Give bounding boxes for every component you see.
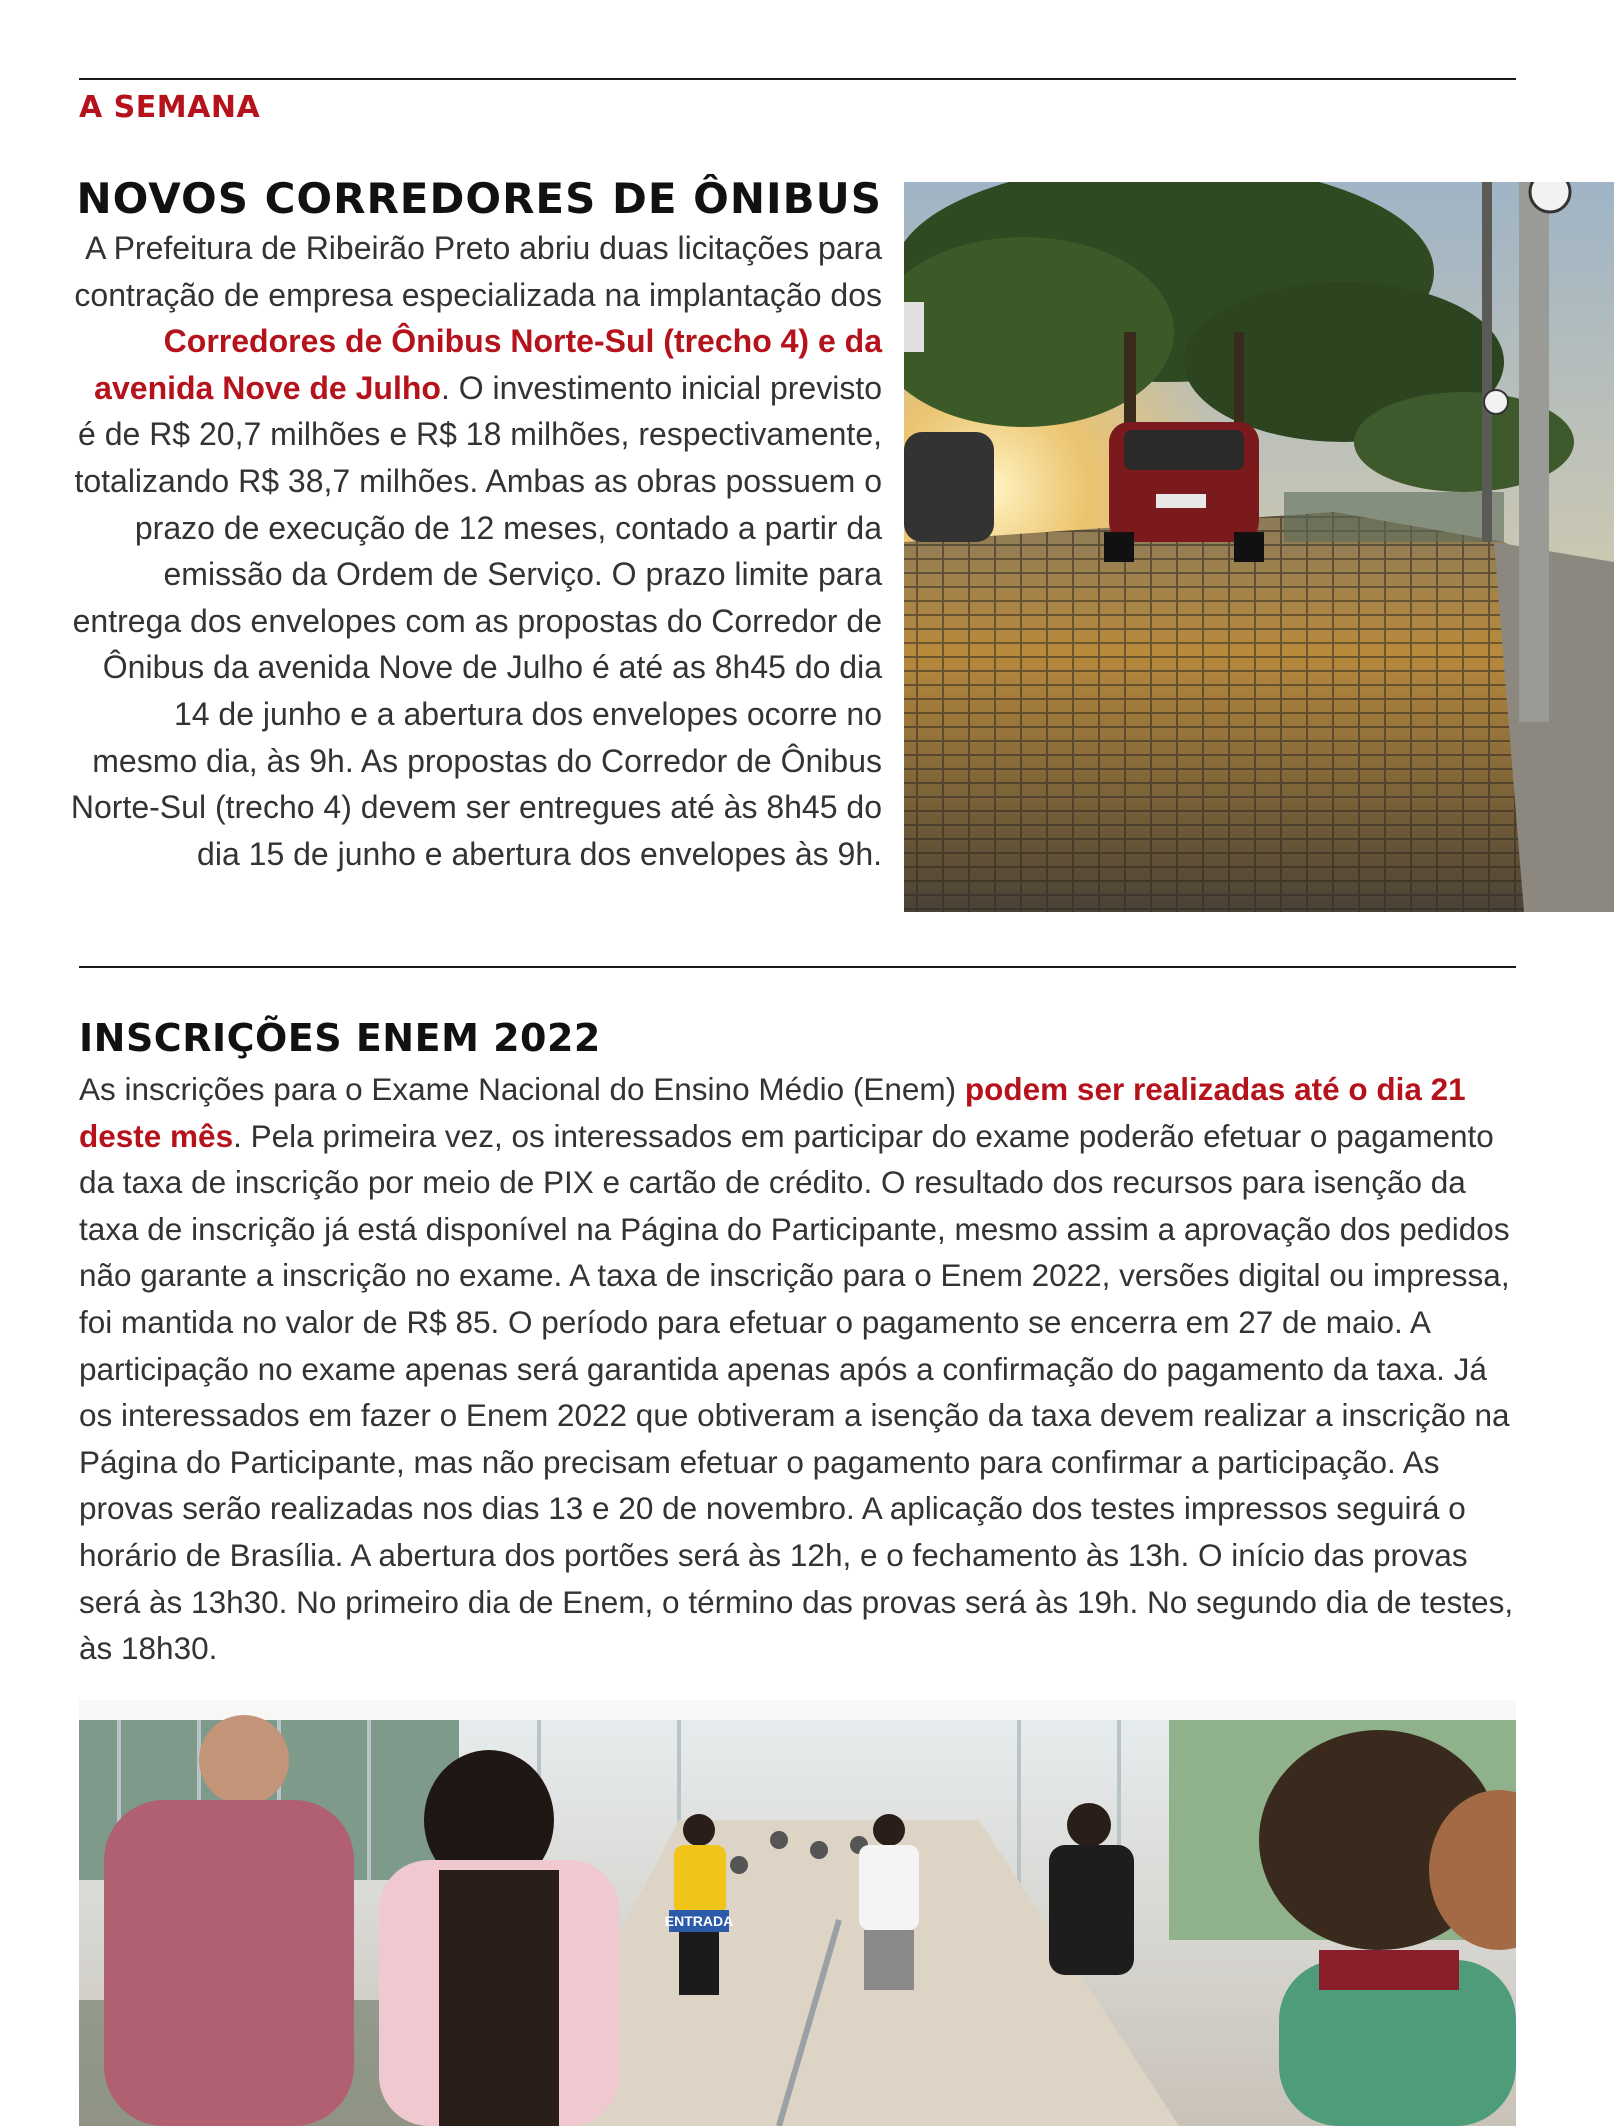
article2-highlight: podem ser realizadas até o dia 21 deste mês xyxy=(79,1071,1466,1154)
article2-text-after: . Pela primeira vez, os interessados em participar do exame poderão efetuar o pagamento da taxa de inscrição por meio de PIX e cartão de crédito. O resultado dos recursos para isenção da taxa de inscrição já está disponível na Página do Participante, mesmo assim a aprovação dos pedidos não garante a inscrição no exame. A taxa de inscrição para o Enem 2022, versões digital ou impressa, foi mantida no valor de R$ 85. O período para efetuar o pagamento se encerra em 27 de maio. A participação no exame apenas será garantida apenas após a confirmação do pagamento da taxa. Já os interessados em fazer o Enem 2022 que obtiveram a isenção da taxa devem realizar a inscrição na Página do Participante, mas não precisam efetuar o pagamento para confirmar a participação. As provas serão realizadas nos dias 13 e 20 de novembro. A aplicação dos testes impressos seguirá o horário de Brasília. A abertura dos portões será às 12h, e o fechamento às 13h. O início das provas será às 13h30. No primeiro dia de Enem, o término das provas será às 19h. No segundo dia de testes, às 18h30. xyxy=(79,1117,1514,1667)
top-rule xyxy=(79,78,1516,80)
article2-body xyxy=(79,1066,1516,1672)
article1-text-after: . O investimento inicial previsto é de R$ 20,7 milhões e R$ 18 milhões, respectivamente, totalizando R$ 38,7 milhões. Ambas as obras possuem o prazo de execução de 12 meses, contado a partir da emissão da Ordem de Serviço. O prazo limite para entrega dos envelopes com as propostas do Corredor de Ônibus da avenida Nove de Julho é até as 8h45 do dia 14 de junho e a abertura dos envelopes ocorre no mesmo dia, às 9h. As propostas do Corredor de Ônibus Norte-Sul (trecho 4) devem ser entregues até às 8h45 do dia 15 de junho e abertura dos envelopes às 9h. xyxy=(70,369,882,872)
middle-rule xyxy=(79,966,1516,968)
article1-text-before: A Prefeitura de Ribeirão Preto abriu duas licitações para contração de empresa especializada na implantação dos xyxy=(74,230,882,313)
article1-highlight: Corredores de Ônibus Norte-Sul (trecho 4) e da avenida Nove de Julho xyxy=(94,323,882,406)
article2-text-before: As inscrições para o Exame Nacional do Ensino Médio (Enem) xyxy=(79,1071,965,1107)
exam-entrance-photo xyxy=(79,1700,1516,2126)
section-label: A SEMANA xyxy=(79,90,261,125)
entrance-sign: ENTRADA xyxy=(664,1913,734,1929)
street-photo xyxy=(904,182,1614,912)
article1-title: NOVOS CORREDORES DE ÔNIBUS xyxy=(76,174,882,223)
article1-body xyxy=(70,225,882,877)
red-car xyxy=(1104,422,1264,562)
article2-title: INSCRIÇÕES ENEM 2022 xyxy=(79,1016,601,1060)
